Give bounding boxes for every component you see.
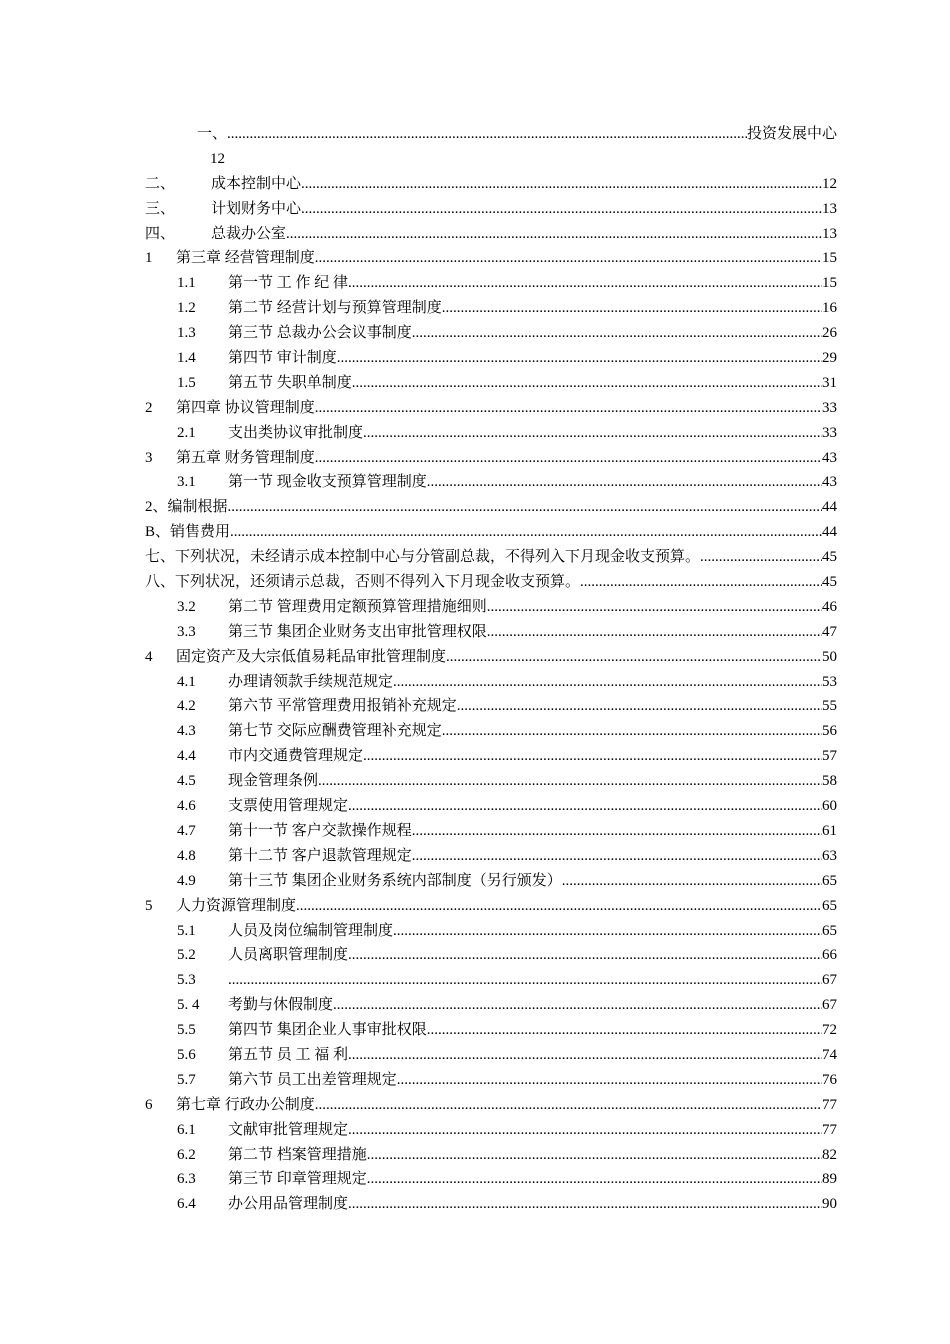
toc-entry-title: 2、编制根据	[145, 499, 228, 516]
toc-entry-title: 第一节 现金收支预算管理制度	[228, 474, 427, 491]
toc-entry-page: 13	[822, 200, 837, 217]
toc-entry-number: 4.9	[177, 872, 196, 889]
toc-entry-title: 人员离职管理制度	[228, 947, 349, 964]
toc-entry-page: 47	[822, 623, 837, 640]
toc-entry-page: 13	[822, 225, 837, 242]
toc-entry[interactable]	[145, 296, 837, 321]
dot-leader	[367, 1143, 822, 1168]
toc-entry[interactable]	[145, 1118, 837, 1143]
dot-leader	[487, 620, 822, 645]
toc-entry-page: 76	[822, 1071, 837, 1088]
toc-entry[interactable]	[145, 670, 837, 695]
dot-leader	[446, 645, 822, 670]
toc-entry-page: 74	[822, 1046, 837, 1063]
dot-leader	[348, 1192, 822, 1217]
dot-leader	[348, 794, 822, 819]
toc-entry-number: 6.3	[177, 1171, 196, 1188]
toc-entry-title: 第十二节 客户退款管理规定	[228, 847, 412, 864]
toc-entry-page: 72	[822, 1022, 837, 1039]
toc-entry[interactable]	[145, 421, 837, 446]
dot-leader	[393, 919, 822, 944]
dot-leader	[348, 1118, 822, 1143]
dot-leader	[348, 271, 822, 296]
dot-leader	[427, 470, 822, 495]
toc-entry-number: 1.2	[177, 300, 196, 317]
toc-entry[interactable]	[145, 645, 837, 670]
dot-leader	[348, 1043, 822, 1068]
toc-entry[interactable]	[145, 1143, 837, 1168]
toc-entry-page: 43	[822, 474, 837, 491]
dot-leader	[301, 197, 822, 222]
table-of-contents	[145, 122, 837, 1217]
toc-entry-title: 计划财务中心	[211, 200, 302, 217]
toc-entry-title: 第二节 管理费用定额预算管理措施细则	[228, 598, 487, 615]
toc-entry-page: 16	[822, 300, 837, 317]
toc-entry-number: 6.1	[177, 1121, 196, 1138]
toc-entry-title: 第五章 财务管理制度	[176, 449, 315, 466]
toc-entry[interactable]	[145, 794, 837, 819]
toc-entry[interactable]	[145, 769, 837, 794]
toc-entry-title: 现金管理条例	[228, 773, 319, 790]
toc-entry[interactable]	[145, 271, 837, 296]
toc-entry-title: 八、下列状况，还须请示总裁，否则不得列入下月现金收支预算。	[145, 574, 581, 591]
toc-entry-number: 6.4	[177, 1196, 196, 1213]
dot-leader	[412, 844, 822, 869]
toc-entry-number: 3.1	[177, 474, 196, 491]
dot-leader	[286, 222, 822, 247]
toc-entry-number: 5.1	[177, 922, 196, 939]
toc-entry-number: 5.6	[177, 1046, 196, 1063]
toc-entry-number: 4.4	[177, 748, 196, 765]
toc-entry[interactable]	[145, 246, 837, 271]
toc-entry-page: 63	[822, 847, 837, 864]
toc-entry-number: 6	[145, 1096, 153, 1113]
toc-entry-number: 2	[145, 399, 153, 416]
toc-entry-title: 投资发展中心	[746, 126, 837, 142]
dot-leader	[487, 595, 822, 620]
dot-leader	[412, 321, 822, 346]
toc-entry-title: 第七章 行政办公制度	[176, 1096, 315, 1113]
toc-entry-title: 第五节 失职单制度	[228, 374, 352, 391]
toc-entry[interactable]	[145, 446, 837, 471]
toc-entry-page: 53	[822, 673, 837, 690]
toc-entry-number: 3	[145, 449, 153, 466]
toc-entry-page: 67	[822, 972, 837, 989]
toc-entry-title: 成本控制中心	[211, 175, 302, 192]
toc-entry-page: 65	[822, 922, 837, 939]
toc-entry-number: 四、	[145, 225, 176, 242]
toc-entry[interactable]	[145, 719, 837, 744]
dot-leader	[318, 769, 822, 794]
toc-entry-title: 考勤与休假制度	[228, 997, 334, 1014]
dot-leader	[227, 122, 747, 147]
toc-entry-number: 5.5	[177, 1022, 196, 1039]
toc-entry[interactable]	[145, 943, 837, 968]
toc-entry-title: 文献审批管理规定	[228, 1121, 349, 1138]
toc-entry-page: 90	[822, 1196, 837, 1213]
dot-leader	[315, 396, 822, 421]
toc-entry-number: 5	[145, 897, 153, 914]
toc-entry-title: 第三节 总裁办公会议事制度	[228, 325, 412, 342]
dot-leader	[562, 869, 822, 894]
toc-entry-page: 33	[822, 399, 837, 416]
dot-leader	[397, 1068, 822, 1093]
toc-entry-title: 第五节 员 工 福 利	[228, 1046, 349, 1063]
toc-entry-page: 77	[822, 1096, 837, 1113]
toc-entry-number: 1.3	[177, 325, 196, 342]
toc-entry-page: 56	[822, 723, 837, 740]
toc-entry-number: 一、	[197, 126, 228, 142]
toc-entry-page: 45	[822, 574, 837, 591]
dot-leader	[315, 1093, 822, 1118]
dot-leader	[363, 744, 822, 769]
toc-entry-page-wrapped: 12	[210, 150, 225, 167]
toc-entry-number: 5.7	[177, 1071, 196, 1088]
toc-entry-title: 办理请领款手续规范规定	[228, 673, 394, 690]
toc-entry-number: 4.8	[177, 847, 196, 864]
toc-entry-page: 65	[822, 872, 837, 889]
dot-leader	[352, 371, 822, 396]
toc-entry-page: 55	[822, 698, 837, 715]
toc-entry-page: 66	[822, 947, 837, 964]
toc-entry-number: 4	[145, 648, 153, 665]
toc-entry[interactable]	[145, 844, 837, 869]
toc-entry-title: 第六节 员工出差管理规定	[228, 1071, 397, 1088]
dot-leader	[315, 446, 822, 471]
toc-entry-page: 50	[822, 648, 837, 665]
toc-entry[interactable]	[145, 495, 837, 520]
toc-entry-title: 第三节 印章管理规定	[228, 1171, 367, 1188]
toc-entry-page: 43	[822, 449, 837, 466]
toc-entry-title: 固定资产及大宗低值易耗品审批管理制度	[176, 648, 447, 665]
dot-leader	[442, 719, 822, 744]
toc-entry-page: 15	[822, 250, 837, 267]
toc-entry-page: 61	[822, 822, 837, 839]
toc-entry-title: 人员及岗位编制管理制度	[228, 922, 394, 939]
toc-entry-page: 57	[822, 748, 837, 765]
toc-entry-page: 65	[822, 897, 837, 914]
dot-leader	[427, 1018, 822, 1043]
toc-entry-number: 4.6	[177, 798, 196, 815]
dot-leader	[367, 1167, 822, 1192]
toc-entry-number: 3.3	[177, 623, 196, 640]
toc-entry-title: 第三节 集团企业财务支出审批管理权限	[228, 623, 487, 640]
toc-entry[interactable]	[145, 172, 837, 197]
toc-entry[interactable]	[145, 520, 837, 545]
toc-entry[interactable]	[145, 346, 837, 371]
dot-leader	[457, 694, 822, 719]
toc-entry-title: 市内交通费管理规定	[228, 748, 364, 765]
toc-entry-title: 第四节 审计制度	[228, 350, 337, 367]
toc-entry[interactable]	[145, 894, 837, 919]
toc-entry-number: 5.2	[177, 947, 196, 964]
toc-entry-number: 4.1	[177, 673, 196, 690]
dot-leader	[315, 246, 822, 271]
toc-entry-page: 46	[822, 598, 837, 615]
toc-entry[interactable]	[145, 1043, 837, 1068]
toc-entry-title: 第三章 经营管理制度	[176, 250, 315, 267]
toc-entry[interactable]	[145, 570, 837, 595]
toc-entry-number: 1.1	[177, 275, 196, 292]
toc-entry-title: 第七节 交际应酬费管理补充规定	[228, 723, 442, 740]
toc-entry[interactable]	[145, 620, 837, 645]
toc-entry-number: 6.2	[177, 1146, 196, 1163]
toc-entry-page: 31	[822, 374, 837, 391]
toc-entry-page: 44	[822, 524, 837, 541]
toc-entry-number: 二、	[145, 175, 176, 192]
toc-entry-title: 第四节 集团企业人事审批权限	[228, 1022, 427, 1039]
toc-entry-page: 15	[822, 275, 837, 292]
toc-entry[interactable]	[145, 321, 837, 346]
toc-entry-title: 办公用品管理制度	[228, 1196, 349, 1213]
toc-entry-page: 77	[822, 1121, 837, 1138]
toc-entry-number: 1	[145, 250, 153, 267]
dot-leader	[230, 520, 822, 545]
dot-leader	[301, 172, 822, 197]
toc-entry[interactable]	[145, 545, 837, 570]
toc-entry-page: 67	[822, 997, 837, 1014]
toc-entry-number: 4.3	[177, 723, 196, 740]
toc-entry[interactable]	[145, 919, 837, 944]
toc-entry-title: 人力资源管理制度	[176, 897, 297, 914]
toc-entry-page: 58	[822, 773, 837, 790]
toc-entry-page: 60	[822, 798, 837, 815]
toc-entry-title: 第二节 档案管理措施	[228, 1146, 367, 1163]
toc-entry-number: 4.5	[177, 773, 196, 790]
toc-entry-title: 第十一节 客户交款操作规程	[228, 822, 412, 839]
dot-leader	[412, 819, 822, 844]
toc-entry-title: 第二节 经营计划与预算管理制度	[228, 300, 442, 317]
dot-leader	[580, 570, 822, 595]
toc-entry-number: 4.7	[177, 822, 196, 839]
toc-entry[interactable]	[145, 744, 837, 769]
dot-leader	[333, 993, 822, 1018]
toc-entry-page: 29	[822, 350, 837, 367]
toc-entry[interactable]	[145, 470, 837, 495]
toc-list	[145, 172, 837, 1217]
toc-entry-number: 三、	[145, 200, 176, 217]
toc-entry-number: 2.1	[177, 424, 196, 441]
toc-entry[interactable]	[145, 371, 837, 396]
toc-entry-number: 1.4	[177, 350, 196, 367]
toc-entry-title: 第六节 平常管理费用报销补充规定	[228, 698, 457, 715]
toc-entry-title: 第十三节 集团企业财务系统内部制度（另行颁发）	[228, 872, 562, 889]
toc-entry-title: 支出类协议审批制度	[228, 424, 364, 441]
toc-entry-title: B、销售费用	[145, 524, 231, 541]
toc-entry[interactable]	[145, 993, 837, 1018]
toc-entry-page: 82	[822, 1146, 837, 1163]
toc-entry-page: 12	[822, 175, 837, 192]
toc-entry[interactable]	[145, 819, 837, 844]
dot-leader	[337, 346, 822, 371]
toc-entry-title: 七、下列状况，未经请示成本控制中心与分管副总裁，不得列入下月现金收支预算。	[145, 549, 701, 566]
toc-entry[interactable]	[145, 396, 837, 421]
toc-entry[interactable]	[145, 1068, 837, 1093]
toc-entry-title: 第一节 工 作 纪 律	[228, 275, 349, 292]
toc-entry-number: 4.2	[177, 698, 196, 715]
dot-leader	[363, 421, 822, 446]
toc-entry-page: 26	[822, 325, 837, 342]
toc-entry[interactable]	[145, 1093, 837, 1118]
dot-leader	[228, 495, 822, 520]
dot-leader	[700, 545, 822, 570]
toc-entry-title: 总裁办公室	[211, 225, 287, 242]
toc-entry[interactable]	[145, 869, 837, 894]
dot-leader	[228, 968, 822, 993]
dot-leader	[296, 894, 822, 919]
toc-entry[interactable]	[145, 222, 837, 247]
toc-entry-page: 45	[822, 549, 837, 566]
toc-entry[interactable]	[145, 1018, 837, 1043]
dot-leader	[442, 296, 822, 321]
toc-entry[interactable]	[145, 1192, 837, 1217]
toc-entry-number: 5.3	[177, 972, 196, 989]
toc-entry-number: 1.5	[177, 374, 196, 391]
toc-entry[interactable]	[145, 694, 837, 719]
toc-entry-title: 第四章 协议管理制度	[176, 399, 315, 416]
toc-entry[interactable]	[145, 197, 837, 222]
dot-leader	[348, 943, 822, 968]
toc-entry-title: 支票使用管理规定	[228, 798, 349, 815]
toc-entry-page: 44	[822, 499, 837, 516]
dot-leader	[393, 670, 822, 695]
toc-entry-page: 89	[822, 1171, 837, 1188]
toc-entry[interactable]	[145, 595, 837, 620]
toc-entry-number: 5. 4	[177, 997, 200, 1014]
toc-entry-number: 3.2	[177, 598, 196, 615]
toc-entry[interactable]	[145, 968, 837, 993]
toc-entry-first[interactable]	[145, 122, 837, 147]
toc-entry-page: 33	[822, 424, 837, 441]
toc-entry[interactable]	[145, 1167, 837, 1192]
